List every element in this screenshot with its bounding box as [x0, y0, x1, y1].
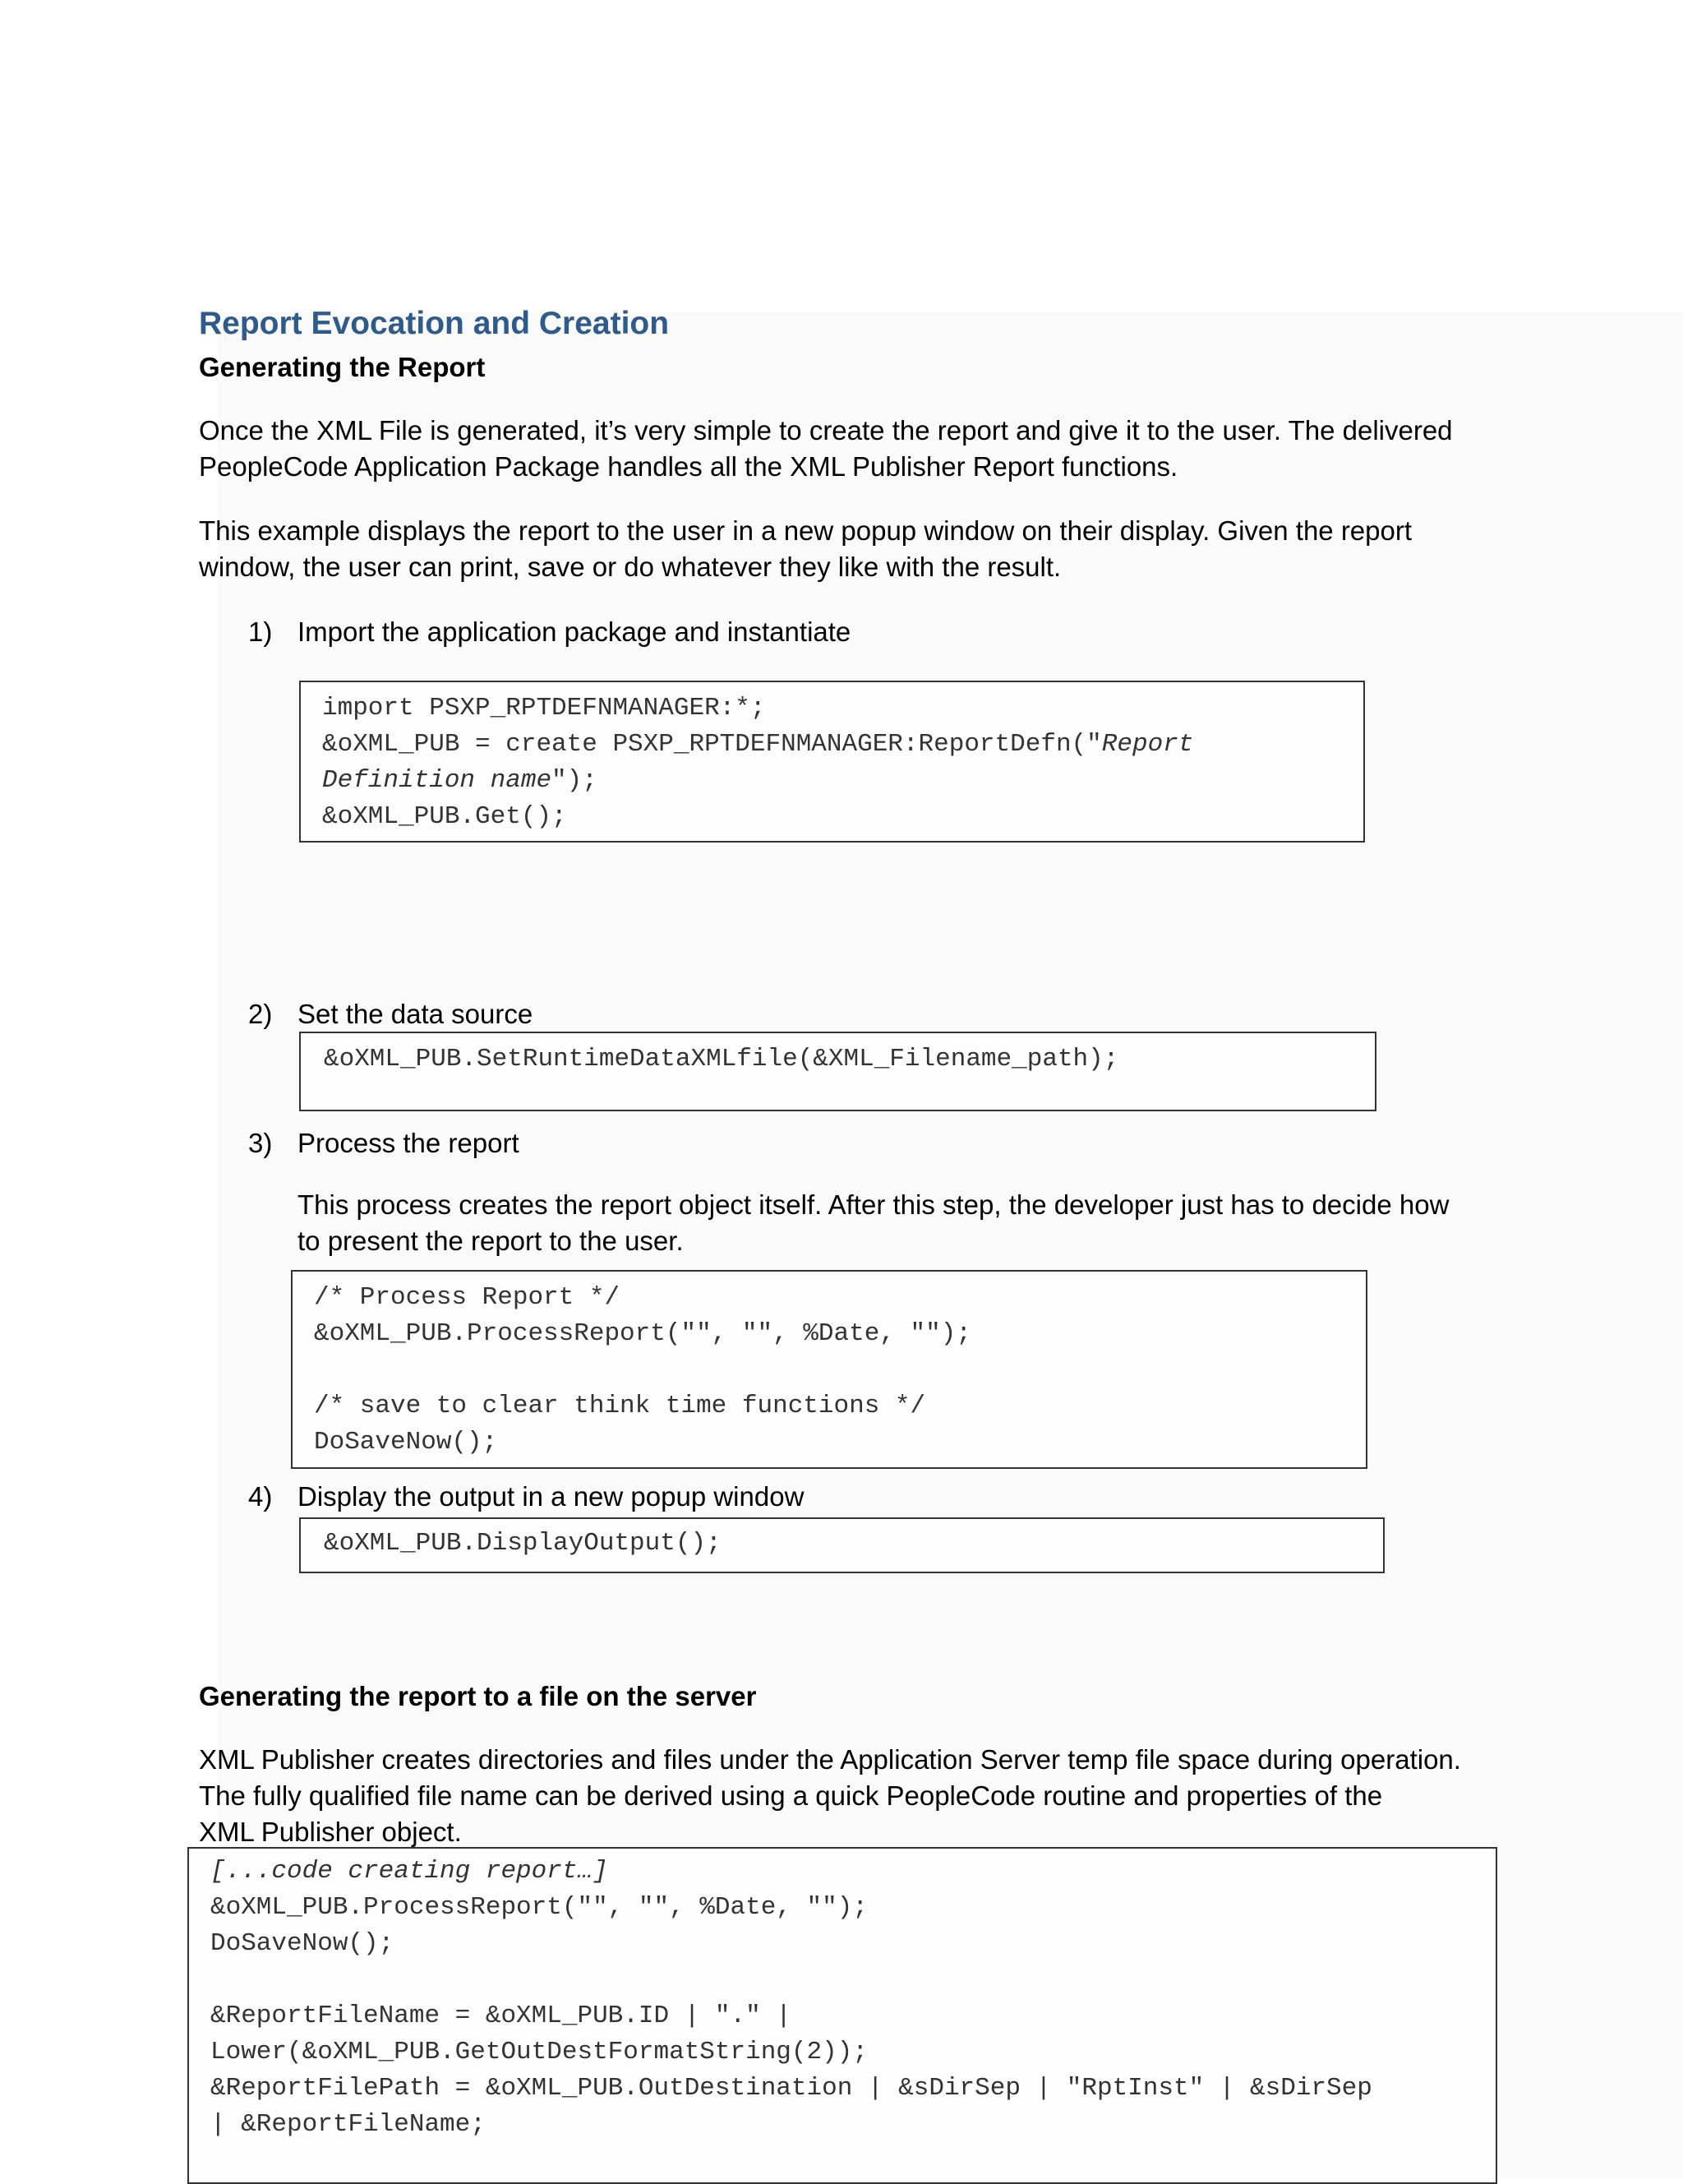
- popup-paragraph: [199, 513, 1412, 585]
- code-text: &oXML_PUB.SetRuntimeDataXMLfile(&XML_Filename_path);: [324, 1045, 1119, 1074]
- code-block-process-report: [291, 1270, 1367, 1469]
- code-line: import PSXP_RPTDEFNMANAGER:*;: [322, 694, 766, 723]
- code-line: &ReportFilePath = &oXML_PUB.OutDestination | &sDirSep | "RptInst" | &sDirSep: [210, 2074, 1372, 2103]
- page-title: Report Evocation and Creation: [199, 306, 670, 341]
- code-block-data-source: [299, 1032, 1376, 1111]
- paragraph-line: to present the report to the user.: [297, 1226, 684, 1256]
- intro-paragraph: [199, 413, 1453, 485]
- code-line-italic: Definition name: [322, 766, 552, 795]
- step-label: Process the report: [297, 1128, 519, 1158]
- step-description: [297, 1187, 1449, 1259]
- paragraph-line: PeopleCode Application Package handles all the XML Publisher Report functions.: [199, 451, 1178, 482]
- step-number: 1): [248, 616, 273, 647]
- code-line: ");: [551, 766, 597, 795]
- paragraph-line: XML Publisher object.: [199, 1817, 462, 1847]
- code-line-italic: Report: [1101, 730, 1194, 759]
- code-text: &oXML_PUB.DisplayOutput();: [324, 1529, 722, 1558]
- code-text: [210, 1854, 1372, 2143]
- code-text: [322, 690, 1193, 835]
- code-line: Lower(&oXML_PUB.GetOutDestFormatString(2));: [210, 2038, 868, 2066]
- code-block-display-output: [299, 1517, 1385, 1573]
- code-line: /* Process Report */: [314, 1283, 620, 1312]
- step-number: 4): [248, 1481, 273, 1512]
- step-label: Display the output in a new popup window: [297, 1481, 805, 1512]
- code-line: &oXML_PUB.ProcessReport("", "", %Date, "");: [210, 1893, 868, 1922]
- code-line: &ReportFileName = &oXML_PUB.ID | "." |: [210, 2002, 791, 2030]
- paragraph-line: This example displays the report to the user in a new popup window on their display. Given the report: [199, 515, 1413, 546]
- code-line: | &ReportFileName;: [210, 2110, 486, 2139]
- code-line: /* save to clear think time functions */: [314, 1392, 926, 1420]
- server-file-paragraph: [199, 1742, 1461, 1850]
- code-line: &oXML_PUB.Get();: [322, 802, 567, 831]
- paragraph-line: window, the user can print, save or do whatever they like with the result.: [199, 552, 1062, 582]
- code-line: &oXML_PUB = create PSXP_RPTDEFNMANAGER:ReportDefn(": [322, 730, 1102, 759]
- code-line: &oXML_PUB.ProcessReport("", "", %Date, "");: [314, 1319, 971, 1348]
- code-text: [314, 1280, 971, 1461]
- code-line: DoSaveNow();: [314, 1428, 498, 1457]
- step-number: 2): [248, 999, 273, 1029]
- step-number: 3): [248, 1128, 273, 1158]
- step-label: Import the application package and instantiate: [297, 616, 851, 647]
- section-heading-generating-report: Generating the Report: [199, 352, 486, 382]
- section-heading-file-on-server: Generating the report to a file on the server: [199, 1681, 757, 1711]
- step-label: Set the data source: [297, 999, 533, 1029]
- code-line: DoSaveNow();: [210, 1929, 394, 1958]
- code-line-italic: [...code creating report…]: [210, 1857, 608, 1886]
- code-block-report-file-path: [187, 1847, 1497, 2184]
- paragraph-line: Once the XML File is generated, it’s very simple to create the report and give it to the user. The delivered: [199, 415, 1453, 446]
- paragraph-line: XML Publisher creates directories and files under the Application Server temp file space during operation.: [199, 1744, 1461, 1775]
- paragraph-line: The fully qualified file name can be derived using a quick PeopleCode routine and properties of the: [199, 1780, 1383, 1811]
- code-block-import: [299, 681, 1365, 843]
- paragraph-line: This process creates the report object itself. After this step, the developer just has to decide how: [297, 1189, 1450, 1220]
